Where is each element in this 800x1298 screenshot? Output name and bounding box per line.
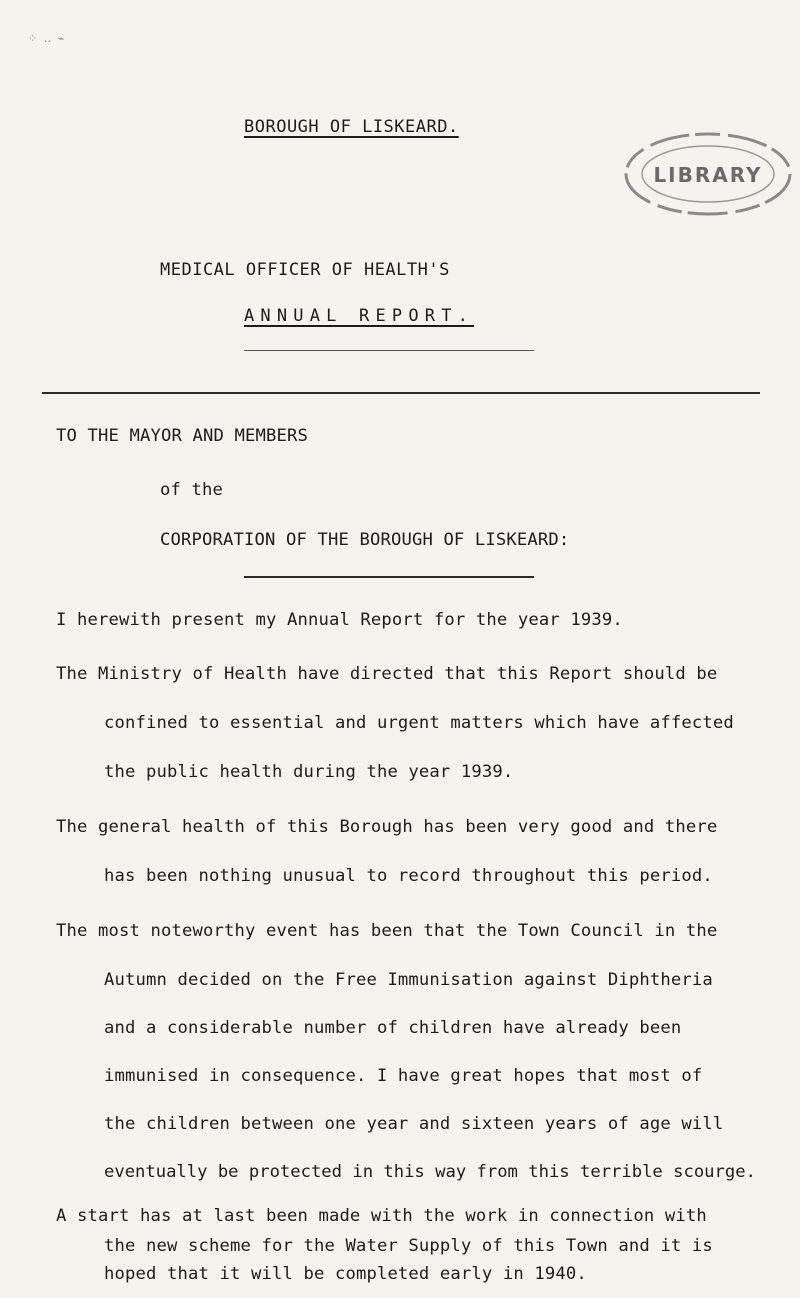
paragraph-2-line-3: the public health during the year 1939. [104, 762, 514, 782]
library-stamp [616, 124, 796, 224]
library-stamp-icon [616, 124, 796, 224]
paragraph-4-line-5: the children between one year and sixteen years of age will [104, 1114, 724, 1134]
paragraph-4-line-1: The most noteworthy event has been that the Town Council in the [56, 921, 718, 941]
borough-title: BOROUGH OF LISKEARD. [244, 117, 459, 137]
paragraph-3-line-1: The general health of this Borough has been very good and there [56, 817, 718, 837]
paragraph-4-line-3: and a considerable number of children have already been [104, 1018, 682, 1038]
paragraph-5-line-3: hoped that it will be completed early in 1940. [104, 1264, 587, 1284]
address-line-3: CORPORATION OF THE BOROUGH OF LISKEARD: [160, 530, 570, 550]
stamp-label: LIBRARY [653, 163, 763, 187]
paragraph-5-line-1: A start has at last been made with the work in connection with [56, 1206, 707, 1226]
paragraph-4-line-4: immunised in consequence. I have great hopes that most of [104, 1066, 703, 1086]
paragraph-2-line-1: The Ministry of Health have directed that this Report should be [56, 664, 718, 684]
paragraph-3-line-2: has been nothing unusual to record throughout this period. [104, 866, 713, 886]
address-line-1: TO THE MAYOR AND MEMBERS [56, 426, 308, 446]
report-heading: MEDICAL OFFICER OF HEALTH'S [160, 260, 450, 280]
paragraph-4-line-6: eventually be protected in this way from this terrible scourge. [104, 1162, 756, 1182]
address-divider [244, 576, 534, 578]
paragraph-2-line-2: confined to essential and urgent matters which have affected [104, 713, 734, 733]
address-line-2: of the [160, 480, 223, 500]
paragraph-4-line-2: Autumn decided on the Free Immunisation against Diphtheria [104, 970, 713, 990]
short-divider [244, 350, 534, 351]
corner-smudge-icon: ⁘ ‥ ⌁ [28, 32, 65, 45]
paragraph-1: I herewith present my Annual Report for the year 1939. [56, 610, 623, 630]
long-divider [42, 392, 760, 394]
paragraph-5-line-2: the new scheme for the Water Supply of this Town and it is [104, 1236, 713, 1256]
report-subheading: ANNUAL REPORT. [244, 306, 475, 326]
